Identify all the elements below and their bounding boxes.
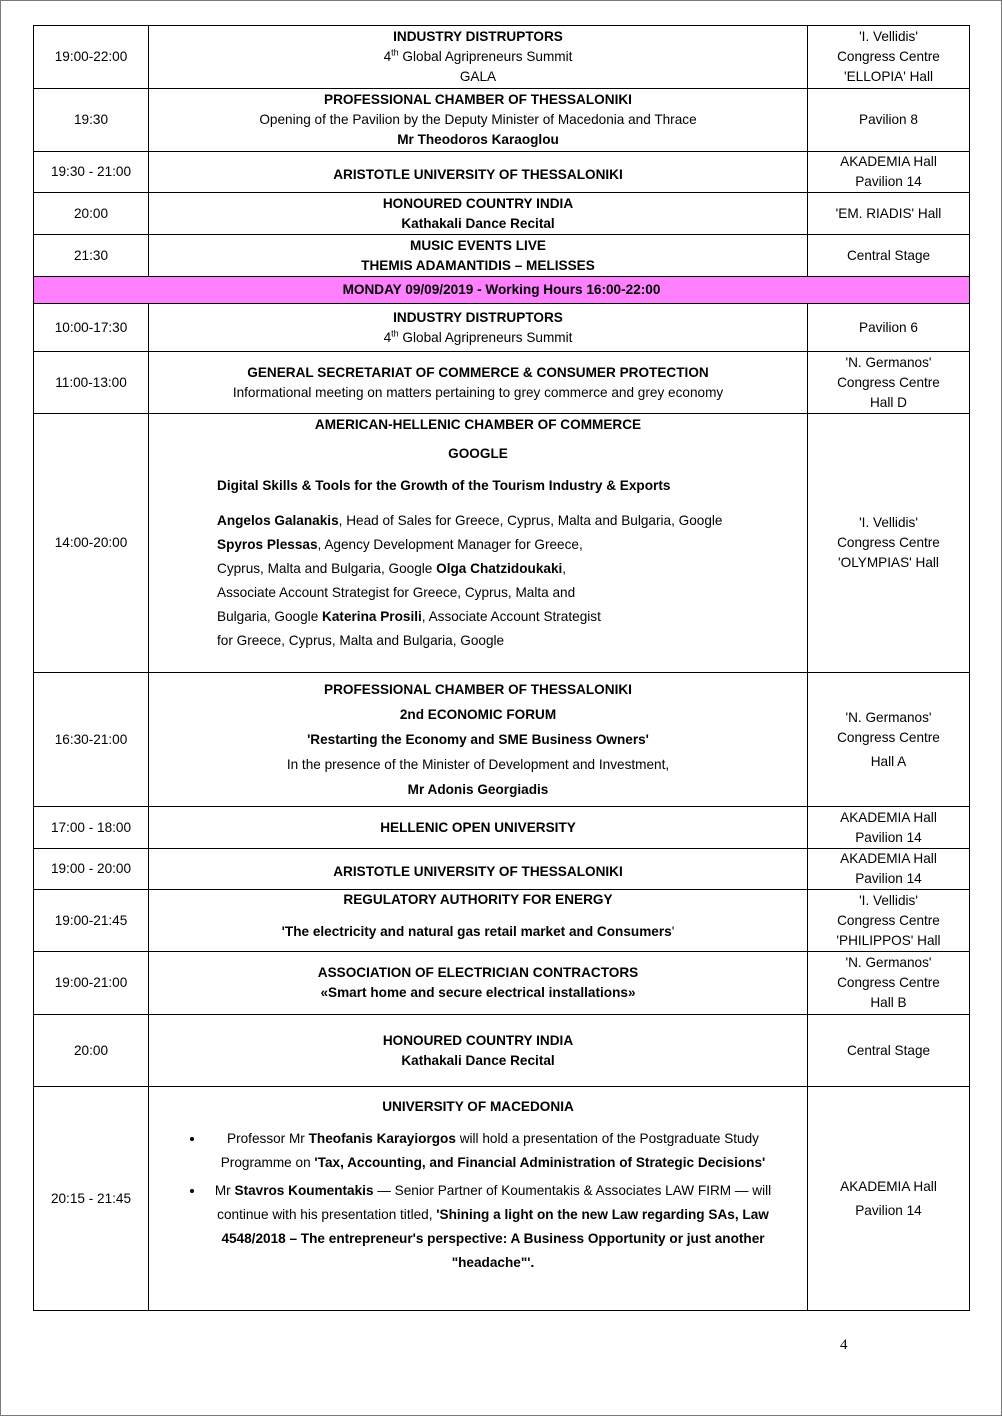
table-row [34,414,970,673]
time-cell: 20:15 - 21:45 [34,1087,149,1311]
table-row [34,235,970,277]
venue-cell: 'I. Vellidis' Congress Centre 'ELLOPIA' Hall [808,26,970,89]
event-description: Kathakali Dance Recital [401,215,555,231]
speaker-line: Spyros Plessas, Agency Development Manager for Greece, [217,537,583,552]
speaker-line: Angelos Galanakis, Head of Sales for Greece, Cyprus, Malta and Bulgaria, Google [217,513,723,528]
event-topic: 'Restarting the Economy and SME Business Owners' [307,732,649,747]
venue-cell: Central Stage [808,1015,970,1087]
time-cell: 19:00 - 20:00 [34,849,149,890]
event-title: PROFESSIONAL CHAMBER OF THESSALONIKI [324,682,632,697]
speaker-list [155,476,801,653]
speaker-line: Associate Account Strategist for Greece, Cyprus, Malta and [217,585,576,600]
time-cell: 16:30-21:00 [34,673,149,807]
venue-cell: 'N. Germanos' Congress Centre Hall B [808,952,970,1015]
table-row [34,26,970,89]
event-title: HONOURED COUNTRY INDIA [382,195,574,211]
speaker-line: Bulgaria, Google Katerina Prosili, Associate Account Strategist [217,609,601,624]
day-header-row [34,277,970,304]
table-row [34,890,970,952]
venue-cell: AKADEMIA Hall Pavilion 14 [808,1087,970,1311]
table-row [34,193,970,235]
presentation-list [155,1127,801,1275]
table-row [34,849,970,890]
event-cell [149,26,808,89]
venue-cell: 'EM. RIADIS' Hall [808,193,970,235]
event-cell [149,235,808,277]
time-cell: 19:00-21:45 [34,890,149,952]
event-speaker: Mr Theodoros Karaoglou [397,132,559,147]
time-cell: 10:00-17:30 [34,304,149,352]
event-cell [149,673,808,807]
venue-cell: 'I. Vellidis' Congress Centre 'PHILIPPOS' Hall [808,890,970,952]
event-forum: 2nd ECONOMIC FORUM [399,707,557,722]
event-title: AMERICAN-HELLENIC CHAMBER OF COMMERCE [314,417,642,432]
time-cell: 20:00 [34,1015,149,1087]
event-description: Informational meeting on matters pertaining to grey commerce and grey economy [232,384,724,400]
venue-cell: Central Stage [808,235,970,277]
page-number: 4 [840,1337,848,1353]
event-cell [149,890,808,952]
event-description: In the presence of the Minister of Development and Investment, [286,757,670,772]
event-topic: «Smart home and secure electrical installations» [320,985,636,1000]
event-cell [149,304,808,352]
event-title: GENERAL SECRETARIAT OF COMMERCE & CONSUMER PROTECTION [247,364,709,380]
event-description: THEMIS ADAMANTIDIS – MELISSES [361,257,595,273]
time-cell: 14:00-20:00 [34,414,149,673]
time-cell: 19:00-21:00 [34,952,149,1015]
event-speaker: Mr Adonis Georgiadis [407,782,549,797]
event-title: ARISTOTLE UNIVERSITY OF THESSALONIKI [333,167,623,182]
event-title: REGULATORY AUTHORITY FOR ENERGY [343,892,613,907]
event-cell [149,414,808,673]
event-cell [149,152,808,193]
time-cell: 19:00-22:00 [34,26,149,89]
event-cell [149,807,808,849]
table-row [34,1087,970,1311]
table-row [34,807,970,849]
table-row [34,304,970,352]
event-cell [149,193,808,235]
table-row [34,89,970,152]
venue-cell: Pavilion 6 [808,304,970,352]
venue-cell: AKADEMIA Hall Pavilion 14 [808,849,970,890]
event-description: Kathakali Dance Recital [401,1052,555,1068]
event-title: ASSOCIATION OF ELECTRICIAN CONTRACTORS [317,965,639,980]
event-description: Opening of the Pavilion by the Deputy Minister of Macedonia and Thrace [259,112,697,127]
time-cell: 20:00 [34,193,149,235]
event-cell [149,1087,808,1311]
event-cell [149,89,808,152]
event-topic: Digital Skills & Tools for the Growth of the Tourism Industry & Exports [217,478,671,493]
venue-cell: 'I. Vellidis' Congress Centre 'OLYMPIAS' Hall [808,414,970,673]
event-title: PROFESSIONAL CHAMBER OF THESSALONIKI [324,92,632,107]
event-subtitle: 4th Global Agripreneurs Summit [383,47,573,64]
event-title: INDUSTRY DISTRUPTORS [393,29,563,44]
table-row [34,1015,970,1087]
speaker-line: Cyprus, Malta and Bulgaria, Google Olga Chatzidoukaki, [217,561,567,576]
time-cell: 19:30 - 21:00 [34,152,149,193]
list-item: • Mr Stavros Koumentakis — Senior Partner of Koumentakis & Associates LAW FIRM — will continue with his presentation titled, 'Shining a light on the new Law regarding SAs, Law 4548/2018 – The entrepreneur's perspective: A Business Opportunity or just another "headache"'. [205,1179,781,1275]
venue-cell: Pavilion 8 [808,89,970,152]
time-cell: 17:00 - 18:00 [34,807,149,849]
day-header: MONDAY 09/09/2019 - Working Hours 16:00-22:00 [34,277,970,304]
schedule-table [33,25,970,1311]
event-title: ARISTOTLE UNIVERSITY OF THESSALONIKI [333,864,623,879]
event-title: MUSIC EVENTS LIVE [410,237,546,253]
time-cell: 11:00-13:00 [34,352,149,414]
event-subtitle: 4th Global Agripreneurs Summit [383,327,573,345]
event-title: HONOURED COUNTRY INDIA [382,1032,574,1048]
event-title: HELLENIC OPEN UNIVERSITY [380,819,576,835]
event-extra: GALA [459,69,497,84]
venue-cell: AKADEMIA Hall Pavilion 14 [808,152,970,193]
event-title: INDUSTRY DISTRUPTORS [393,309,563,325]
event-title: UNIVERSITY OF MACEDONIA [382,1099,574,1114]
table-row [34,952,970,1015]
table-row [34,152,970,193]
time-cell: 19:30 [34,89,149,152]
event-cell [149,1015,808,1087]
event-cell [149,352,808,414]
list-item: • Professor Mr Theofanis Karayiorgos will hold a presentation of the Postgraduate Study Programme on 'Tax, Accounting, and Financial Administration of Strategic Decisions' [205,1127,781,1175]
venue-cell: AKADEMIA Hall Pavilion 14 [808,807,970,849]
table-row [34,352,970,414]
time-cell: 21:30 [34,235,149,277]
event-topic: 'The electricity and natural gas retail market and Consumers' [281,924,675,939]
event-cell [149,952,808,1015]
event-cell [149,849,808,890]
venue-cell: 'N. Germanos' Congress Centre Hall D [808,352,970,414]
venue-cell: 'N. Germanos' Congress Centre Hall A [808,673,970,807]
speaker-line: for Greece, Cyprus, Malta and Bulgaria, Google [217,633,505,648]
event-partner: GOOGLE [448,446,508,461]
table-row [34,673,970,807]
